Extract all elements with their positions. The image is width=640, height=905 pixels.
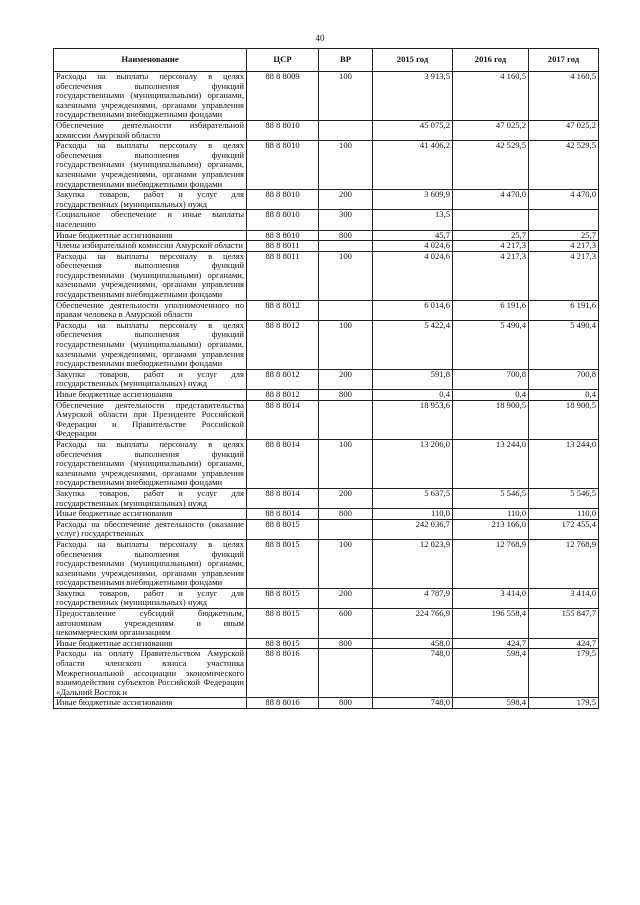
cell-2015: 6 014,6 [373, 300, 453, 320]
cell-csr: 88 8 8011 [247, 241, 319, 252]
cell-csr: 88 8 8015 [247, 588, 319, 608]
table-row [54, 519, 599, 539]
cell-2017: 5 546,5 [529, 488, 599, 508]
cell-name: Иные бюджетные ассигнования [54, 698, 247, 709]
cell-2017: 179,5 [529, 698, 599, 709]
cell-2016: 6 191,6 [453, 300, 529, 320]
cell-2016: 598,4 [453, 698, 529, 709]
cell-csr: 88 8 8010 [247, 141, 319, 190]
cell-2016: 196 558,4 [453, 609, 529, 639]
table-row [54, 609, 599, 639]
table-row [54, 251, 599, 300]
cell-csr: 88 8 8012 [247, 300, 319, 320]
cell-2016: 424,7 [453, 638, 529, 649]
cell-vr [319, 649, 373, 698]
cell-vr [319, 400, 373, 439]
table-row [54, 400, 599, 439]
cell-vr: 200 [319, 588, 373, 608]
cell-2016: 213 166,0 [453, 519, 529, 539]
cell-vr: 200 [319, 369, 373, 389]
cell-2015: 110,0 [373, 509, 453, 520]
cell-name: Предоставление субсидий бюджетным, автономным учреждениям и иным некоммерческим организациям [54, 609, 247, 639]
cell-2015: 13,5 [373, 210, 453, 230]
table-row [54, 141, 599, 190]
cell-csr: 88 8 8015 [247, 638, 319, 649]
cell-2015: 591,8 [373, 369, 453, 389]
table-row [54, 509, 599, 520]
cell-2015: 458,0 [373, 638, 453, 649]
cell-vr: 100 [319, 141, 373, 190]
table-row [54, 210, 599, 230]
table-row [54, 638, 599, 649]
cell-2016: 25,7 [453, 230, 529, 241]
cell-2017: 4 160,5 [529, 72, 599, 121]
table-row [54, 539, 599, 588]
cell-csr: 88 8 8012 [247, 369, 319, 389]
cell-csr: 88 8 8010 [247, 120, 319, 140]
table-row [54, 698, 599, 709]
cell-2017: 155 847,7 [529, 609, 599, 639]
cell-2017: 110,0 [529, 509, 599, 520]
cell-csr: 88 8 8015 [247, 609, 319, 639]
cell-2015: 3 609,9 [373, 190, 453, 210]
cell-2015: 0,4 [373, 390, 453, 401]
cell-2016 [453, 210, 529, 230]
table-row [54, 588, 599, 608]
cell-2015: 4 787,9 [373, 588, 453, 608]
cell-vr [319, 300, 373, 320]
cell-2017: 5 490,4 [529, 320, 599, 369]
cell-2015: 41 406,2 [373, 141, 453, 190]
cell-2015: 12 023,9 [373, 539, 453, 588]
cell-name: Закупка товаров, работ и услуг для государственных (муниципальных) нужд [54, 190, 247, 210]
cell-csr: 88 8 8011 [247, 251, 319, 300]
cell-vr: 800 [319, 390, 373, 401]
table-row [54, 369, 599, 389]
cell-2017: 172 455,4 [529, 519, 599, 539]
cell-name: Расходы на выплаты персоналу в целях обеспечения выполнения функций государственными (муниципальными) органами, казенными учреждениями, органами управления государственными внебюджетными фондами [54, 251, 247, 300]
cell-csr: 88 8 8016 [247, 698, 319, 709]
cell-csr: 88 8 8010 [247, 210, 319, 230]
cell-2015: 748,0 [373, 649, 453, 698]
cell-2016: 4 160,5 [453, 72, 529, 121]
cell-2017: 4 470,0 [529, 190, 599, 210]
cell-name: Расходы на выплаты персоналу в целях обеспечения выполнения функций государственными (муниципальными) органами, казенными учреждениями, органами управления государственными внебюджетными фондами [54, 141, 247, 190]
cell-2015: 242 036,7 [373, 519, 453, 539]
table-header-row [54, 49, 599, 72]
cell-2016: 13 244,0 [453, 439, 529, 488]
cell-2016: 4 217,3 [453, 241, 529, 252]
cell-2015: 45,7 [373, 230, 453, 241]
cell-2015: 5 637,5 [373, 488, 453, 508]
cell-2015: 4 024,6 [373, 241, 453, 252]
cell-vr: 200 [319, 488, 373, 508]
cell-csr: 88 8 8014 [247, 488, 319, 508]
cell-2017: 4 217,3 [529, 251, 599, 300]
cell-2016: 42 529,5 [453, 141, 529, 190]
cell-2016: 598,4 [453, 649, 529, 698]
cell-name: Иные бюджетные ассигнования [54, 509, 247, 520]
cell-2016: 700,8 [453, 369, 529, 389]
table-row [54, 120, 599, 140]
cell-2016: 3 414,0 [453, 588, 529, 608]
cell-csr: 88 8 8010 [247, 230, 319, 241]
cell-2016: 110,0 [453, 509, 529, 520]
cell-name: Расходы на выплаты персоналу в целях обеспечения выполнения функций государственными (муниципальными) органами, казенными учреждениями, органами управления государственными внебюджетными фондами [54, 72, 247, 121]
cell-name: Расходы на выплаты персоналу в целях обеспечения выполнения функций государственными (муниципальными) органами, казенными учреждениями, органами управления государственными внебюджетными фондами [54, 539, 247, 588]
table-row [54, 190, 599, 210]
table-row [54, 72, 599, 121]
cell-2017: 179,5 [529, 649, 599, 698]
budget-table [53, 48, 599, 709]
cell-name: Социальное обеспечение и иные выплаты населению [54, 210, 247, 230]
header-name: Наименование [54, 49, 247, 72]
cell-2017: 424,7 [529, 638, 599, 649]
page-number: 40 [315, 33, 325, 43]
cell-2015: 224 766,9 [373, 609, 453, 639]
table-row [54, 439, 599, 488]
cell-csr: 88 8 8015 [247, 539, 319, 588]
cell-vr: 100 [319, 439, 373, 488]
cell-vr: 100 [319, 539, 373, 588]
cell-csr: 88 8 8012 [247, 320, 319, 369]
cell-name: Обеспечение деятельности уполномоченного по правам человека в Амурской области [54, 300, 247, 320]
header-vr: ВР [319, 49, 373, 72]
cell-name: Обеспечение деятельности избирательной комиссии Амурской области [54, 120, 247, 140]
cell-vr: 100 [319, 320, 373, 369]
cell-2017: 4 217,3 [529, 241, 599, 252]
cell-2015: 3 913,5 [373, 72, 453, 121]
cell-2017: 47 025,2 [529, 120, 599, 140]
cell-name: Расходы на выплаты персоналу в целях обеспечения выполнения функций государственными (муниципальными) органами, казенными учреждениями, органами управления государственными внебюджетными фондами [54, 320, 247, 369]
cell-2017: 700,8 [529, 369, 599, 389]
cell-name: Обеспечение деятельности представительства Амурской области при Президенте Российской Федерации и Правительстве Российской Федерации [54, 400, 247, 439]
cell-2016: 47 025,2 [453, 120, 529, 140]
cell-2015: 4 024,6 [373, 251, 453, 300]
table-row [54, 300, 599, 320]
cell-name: Закупка товаров, работ и услуг для государственных (муниципальных) нужд [54, 369, 247, 389]
cell-csr: 88 8 8015 [247, 519, 319, 539]
cell-csr: 88 8 8014 [247, 509, 319, 520]
cell-2016: 18 900,5 [453, 400, 529, 439]
cell-2017: 42 529,5 [529, 141, 599, 190]
table-row [54, 488, 599, 508]
cell-2017: 13 244,0 [529, 439, 599, 488]
cell-vr [319, 519, 373, 539]
cell-2015: 5 422,4 [373, 320, 453, 369]
cell-name: Расходы на оплату Правительством Амурской области членского взноса участника Межрегиональной ассоциации экономического взаимодействия субъектов Российской Федерации «Дальний Восток и [54, 649, 247, 698]
cell-2015: 18 953,6 [373, 400, 453, 439]
cell-2016: 4 470,0 [453, 190, 529, 210]
cell-name: Расходы на обеспечение деятельности (оказание услуг) государственных [54, 519, 247, 539]
cell-vr: 100 [319, 251, 373, 300]
cell-2016: 5 490,4 [453, 320, 529, 369]
cell-2017: 12 768,9 [529, 539, 599, 588]
cell-2017: 0,4 [529, 390, 599, 401]
cell-2016: 5 546,5 [453, 488, 529, 508]
cell-vr: 600 [319, 609, 373, 639]
cell-vr: 300 [319, 210, 373, 230]
cell-csr: 88 8 8009 [247, 72, 319, 121]
cell-csr: 88 8 8016 [247, 649, 319, 698]
cell-name: Иные бюджетные ассигнования [54, 638, 247, 649]
cell-name: Закупка товаров, работ и услуг для государственных (муниципальных) нужд [54, 488, 247, 508]
header-csr: ЦСР [247, 49, 319, 72]
cell-csr: 88 8 8014 [247, 439, 319, 488]
cell-csr: 88 8 8014 [247, 400, 319, 439]
cell-2015: 748,0 [373, 698, 453, 709]
cell-vr: 800 [319, 638, 373, 649]
cell-vr: 200 [319, 190, 373, 210]
header-2017: 2017 год [529, 49, 599, 72]
cell-vr: 800 [319, 509, 373, 520]
cell-csr: 88 8 8010 [247, 190, 319, 210]
table-row [54, 230, 599, 241]
cell-vr [319, 241, 373, 252]
table-row [54, 241, 599, 252]
cell-csr: 88 8 8012 [247, 390, 319, 401]
cell-2016: 4 217,3 [453, 251, 529, 300]
cell-2017: 18 900,5 [529, 400, 599, 439]
cell-vr: 100 [319, 72, 373, 121]
header-2016: 2016 год [453, 49, 529, 72]
cell-name: Расходы на выплаты персоналу в целях обеспечения выполнения функций государственными (муниципальными) органами, казенными учреждениями, органами управления государственными внебюджетными фондами [54, 439, 247, 488]
cell-name: Иные бюджетные ассигнования [54, 230, 247, 241]
cell-2017: 6 191,6 [529, 300, 599, 320]
cell-vr: 800 [319, 698, 373, 709]
cell-2017 [529, 210, 599, 230]
cell-name: Закупка товаров, работ и услуг для государственных (муниципальных) нужд [54, 588, 247, 608]
cell-name: Иные бюджетные ассигнования [54, 390, 247, 401]
table-row [54, 649, 599, 698]
cell-2016: 0,4 [453, 390, 529, 401]
cell-2015: 13 206,0 [373, 439, 453, 488]
cell-2017: 25,7 [529, 230, 599, 241]
cell-2015: 45 075,2 [373, 120, 453, 140]
cell-vr [319, 120, 373, 140]
cell-2016: 12 768,9 [453, 539, 529, 588]
table-row [54, 320, 599, 369]
cell-name: Члены избирательной комиссии Амурской области [54, 241, 247, 252]
cell-2017: 3 414,0 [529, 588, 599, 608]
table-row [54, 390, 599, 401]
cell-vr: 800 [319, 230, 373, 241]
header-2015: 2015 год [373, 49, 453, 72]
